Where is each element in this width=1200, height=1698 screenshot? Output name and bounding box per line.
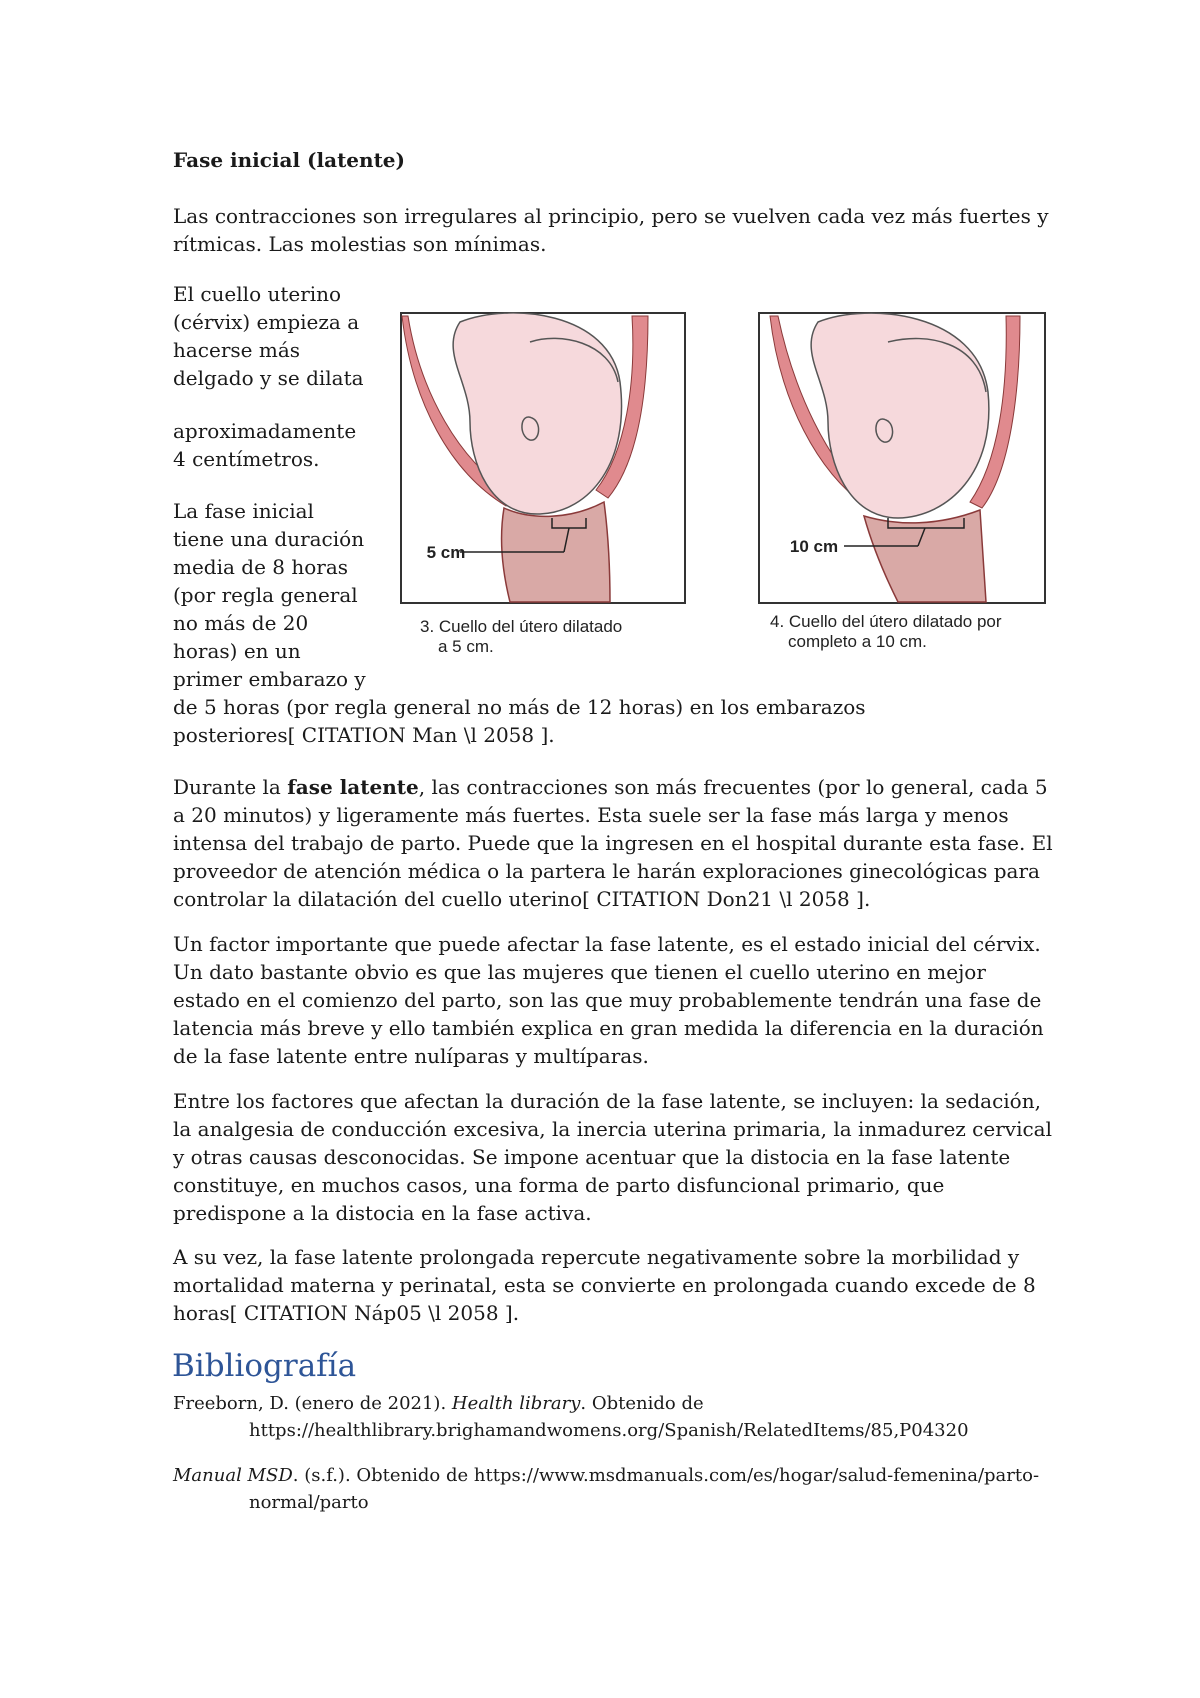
caption-fig3	[420, 617, 622, 657]
bibliography-title: Bibliografía	[172, 1348, 357, 1384]
caption-line: 3. Cuello del útero dilatado	[420, 617, 623, 636]
wrap-line: posteriores[ CITATION Man \l 2058 ].	[173, 723, 555, 747]
bibliography-url: https://healthlibrary.brighamandwomens.org/Spanish/RelatedItems/85,P04320	[249, 1420, 969, 1441]
paragraph-a-su-vez: A su vez, la fase latente prolongada repercute negativamente sobre la morbilidad y mortalidad materna y perinatal, esta se convierte en prolongada cuando excede de 8 horas[ CITATION Náp05 \l 2058 ].	[173, 1245, 1036, 1325]
caption-line: completo a 10 cm.	[788, 632, 927, 651]
side-line: primer embarazo y	[173, 667, 366, 691]
side-text-block-2	[173, 417, 373, 473]
cervix-5cm-illustration	[400, 312, 688, 608]
side-line: aproximadamente	[173, 419, 357, 443]
heading: Fase inicial (latente)	[173, 148, 405, 172]
bold-term: fase latente	[287, 775, 419, 799]
side-line: hacerse más	[173, 338, 301, 362]
bibliography-entry: Manual MSD. (s.f.). Obtenido de https://www.msdmanuals.com/es/hogar/salud-femenina/parto- normal/parto	[173, 1462, 1053, 1516]
side-line: media de 8 horas	[173, 555, 349, 579]
measure-label: 10 cm	[789, 537, 839, 556]
side-line: El cuello uterino	[173, 282, 342, 306]
wrap-line: de 5 horas (por regla general no más de 12 horas) en los embarazos	[173, 695, 866, 719]
paragraph-fase-latente: Durante la fase latente, las contracciones son más frecuentes (por lo general, cada 5 a 20 minutos) y ligeramente más fuertes. Esta suele ser la fase más larga y menos intensa del trabajo de parto. Puede que la ingresen en el hospital durante esta fase. El proveedor de atención médica o la partera le harán exploraciones ginecológicas para controlar la dilatación del cuello uterino[ CITATION Don21 \l 2058 ].	[173, 775, 1053, 911]
side-line: tiene una duración	[173, 527, 365, 551]
intro-paragraph: Las contracciones son irregulares al principio, pero se vuelven cada vez más fuertes y rítmicas. Las molestias son mínimas.	[173, 204, 1049, 256]
side-line: (cérvix) empieza a	[173, 310, 360, 334]
side-text-block-3	[173, 497, 373, 693]
figure-cervix-5cm	[400, 312, 688, 615]
measure-label: 5 cm	[426, 543, 466, 562]
side-line: horas) en un	[173, 639, 301, 663]
side-line: (por regla general	[173, 583, 358, 607]
side-line: delgado y se dilata	[173, 366, 364, 390]
side-line: La fase inicial	[173, 499, 314, 523]
side-text-block-1	[173, 280, 373, 392]
caption-fig4	[770, 612, 1002, 652]
paragraph-factor: Un factor importante que puede afectar la fase latente, es el estado inicial del cérvix. Un dato bastante obvio es que las mujeres que tienen el cuello uterino en mejor estado en el comienzo del parto, son las que muy probablemente tendrán una fase de latencia más breve y ello también explica en gran medida la diferencia en la duración de la fase latente entre nulíparas y multíparas.	[173, 932, 1044, 1068]
wrap-text-block	[173, 693, 1053, 749]
paragraph-entre: Entre los factores que afectan la duración de la fase latente, se incluyen: la sedación, la analgesia de conducción excesiva, la inercia uterina primaria, la inmadurez cervical y otras causas desconocidas. Se impone acentuar que la distocia en la fase latente constituye, en muchos casos, una forma de parto disfuncional primario, que predispone a la distocia en la fase activa.	[173, 1089, 1052, 1225]
bibliography-url: normal/parto	[249, 1492, 369, 1513]
side-line: 4 centímetros.	[173, 447, 320, 471]
side-line: no más de 20	[173, 611, 309, 635]
bibliography-entry: Freeborn, D. (enero de 2021). Health library. Obtenido de https://healthlibrary.brighamandwomens.org/Spanish/RelatedItems/85,P04320	[173, 1390, 1053, 1444]
cervix-10cm-illustration	[758, 312, 1048, 608]
caption-line: a 5 cm.	[438, 637, 494, 656]
caption-line: 4. Cuello del útero dilatado por	[770, 612, 1002, 631]
figure-cervix-10cm	[758, 312, 1048, 615]
